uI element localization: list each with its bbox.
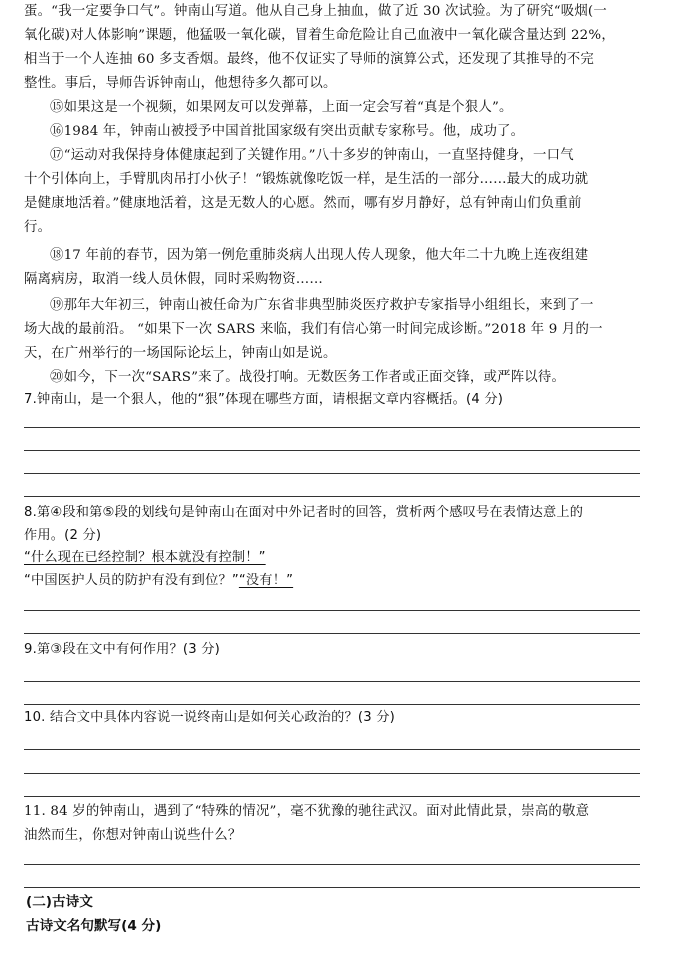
answer-line[interactable] [24,473,640,474]
question-10: 10. 结合文中具体内容说一说终南山是如何关心政治的？(3 分) [24,710,395,725]
quote-question: “中国医护人员的防护有没有到位？” [24,573,239,588]
section-subtitle: 古诗文名句默写(4 分) [26,918,162,934]
answer-line[interactable] [24,450,640,451]
underlined-quote: “没有！” [238,573,294,588]
passage-line: 是健康地活着。”健康地活着，这是无数人的心愿。然而，哪有岁月静好，总有钟南山们负重前 [24,196,582,211]
passage-line: 相当于一个人连抽 60 多支香烟。最终，他不仅证实了导师的演算公式，还发现了其推导的不完 [24,52,594,67]
passage-line: 整性。事后，导师告诉钟南山，他想待多久都可以。 [24,76,337,91]
quote-line-2 [24,571,664,591]
answer-line[interactable] [24,633,640,634]
quote-line-1 [24,548,664,568]
underlined-quote: “什么现在已经控制？根本就没有控制！” [24,550,266,565]
passage-paragraph-18: ⑱17 年前的春节，因为第一例危重肺炎病人出现人传人现象，他大年二十九晚上连夜组建 [50,248,589,263]
question-11: 11. 84 岁的钟南山，遇到了“特殊的情况”，毫不犹豫的驰往武汉。面对此情此景，崇高的敬意 [24,804,590,819]
passage-line: 蛋。“我一定要争口气”。钟南山写道。他从自己身上抽血，做了近 30 次试验。为了研究“吸烟(一 [24,4,607,19]
answer-line[interactable] [24,427,640,428]
answer-line[interactable] [24,704,640,705]
passage-paragraph-16: ⑯1984 年，钟南山被授予中国首批国家级有突出贡献专家称号。他，成功了。 [50,124,525,139]
answer-line[interactable] [24,773,640,774]
question-9: 9.第③段在文中有何作用？(3 分) [24,642,220,657]
section-title: (二)古诗文 [26,894,93,910]
answer-line[interactable] [24,749,640,750]
answer-line[interactable] [24,887,640,888]
passage-line: 十个引体向上，手臂肌肉吊打小伙子！“锻炼就像吃饭一样，是生活的一部分……最大的成功就 [24,172,589,187]
answer-line[interactable] [24,496,640,497]
question-11-line: 油然而生，你想对钟南山说些什么？ [24,828,242,843]
passage-paragraph-20: ⑳如今，下一次“SARS”来了。战役打响。无数医务工作者或正面交锋，或严阵以待。 [50,370,566,385]
question-8-line: 作用。(2 分) [24,528,102,543]
passage-line: 隔离病房，取消一线人员休假，同时采购物资…… [24,272,323,287]
passage-line: 天，在广州举行的一场国际论坛上，钟南山如是说。 [24,346,337,361]
answer-line[interactable] [24,610,640,611]
question-8: 8.第④段和第⑤段的划线句是钟南山在面对中外记者时的回答，赏析两个感叹号在表情达意上的 [24,505,584,520]
question-7: 7.钟南山，是一个狠人，他的“狠”体现在哪些方面，请根据文章内容概括。(4 分) [24,392,504,407]
answer-line[interactable] [24,796,640,797]
answer-line[interactable] [24,681,640,682]
passage-line: 氧化碳)对人体影响”课题，他猛吸一氧化碳，冒着生命危险让自己血液中一氧化碳含量达到 22%， [24,28,615,43]
answer-line[interactable] [24,864,640,865]
passage-line: 场大战的最前沿。 “如果下一次 SARS 来临，我们有信心第一时间完成诊断。”2018 年 9 月的一 [24,322,603,337]
passage-paragraph-15: ⑮如果这是一个视频，如果网友可以发弹幕，上面一定会写着“真是个狠人”。 [50,100,513,115]
passage-line: 行。 [24,220,52,235]
passage-paragraph-19: ⑲那年大年初三，钟南山被任命为广东省非典型肺炎医疗救护专家指导小组组长，来到了一 [50,298,594,313]
passage-paragraph-17: ⑰“运动对我保持身体健康起到了关键作用。”八十多岁的钟南山，一直坚持健身，一口气 [50,148,574,163]
